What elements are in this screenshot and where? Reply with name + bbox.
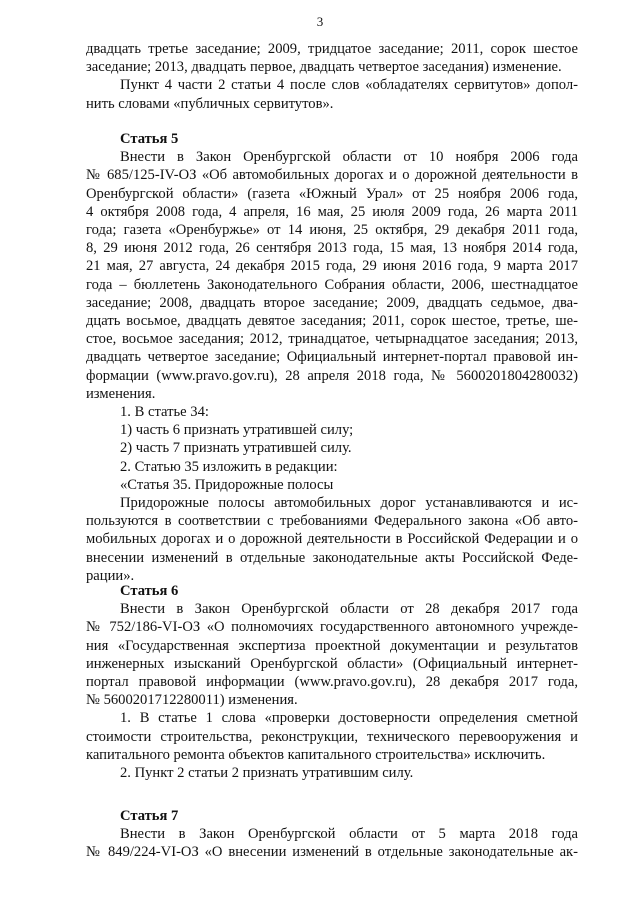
text-line: капитального ремонта объектов капитального строительства» исключить.	[86, 746, 546, 763]
text-line: стоимости строительства, реконструкции, технического перевооружения и	[86, 728, 578, 745]
text-line: 21 мая, 27 августа, 24 декабря 2015 года, 29 июня 2016 года, 9 марта 2017	[86, 258, 578, 275]
text-line: Внести в Закон Оренбургской области от 10 ноября 2006 года	[120, 149, 578, 166]
list-item: 1) часть 6 признать утратившей силу;	[120, 422, 354, 439]
list-item: 2. Статью 35 изложить в редакции:	[120, 458, 338, 475]
article-7	[86, 807, 578, 862]
text-line: мобильных дорогах и о дорожной деятельности в Российской Федерации и о	[86, 531, 578, 548]
top-block	[86, 40, 578, 113]
text-line: Внести в Закон Оренбургской области от 28 декабря 2017 года	[120, 601, 578, 618]
text-line: № 849/224-VI-ОЗ «О внесении изменений в отдельные законодательные ак-	[86, 844, 578, 861]
text-line: Внести в Закон Оренбургской области от 5 марта 2018 года	[120, 826, 578, 843]
text-line: пользуются в соответствии с требованиями Федерального закона «Об авто-	[86, 513, 578, 530]
text-line: заседание; 2008, двадцать второе заседание; 2009, двадцать седьмое, два-	[86, 294, 578, 311]
text-line: № 5600201712280011) изменения.	[86, 692, 298, 709]
text-line: дцать восьмое, двадцать девятое заседания; 2011, сорок шестое, третье, ше-	[86, 313, 578, 330]
text-line: портал правовой информации (www.pravo.gov.ru), 28 декабря 2017 года,	[86, 674, 578, 691]
text-line: нить словами «публичных сервитутов».	[86, 95, 334, 112]
article-5	[86, 130, 578, 585]
text-line: рации».	[86, 567, 135, 584]
list-item: 1. В статье 34:	[120, 404, 209, 421]
article-6	[86, 582, 578, 782]
text-line: стое, восьмое заседания; 2012, тринадцатое, четырнадцатое заседания; 2013,	[86, 331, 578, 348]
page-number: 3	[316, 14, 324, 29]
text-line: изменения.	[86, 385, 156, 402]
text-line: 1. В статье 1 слова «проверки достоверности определения сметной	[120, 710, 578, 727]
text-line: Пункт 4 части 2 статьи 4 после слов «обладателях сервитутов» допол-	[120, 77, 578, 94]
quote-title: «Статья 35. Придорожные полосы	[120, 476, 334, 493]
text-line: года – бюллетень Законодательного Собрания области, 2006, шестнадцатое	[86, 276, 578, 293]
text-line: 4 октября 2008 года, 4 апреля, 16 мая, 25 июля 2009 года, 26 марта 2011	[86, 203, 578, 220]
text-line: формации (www.pravo.gov.ru), 28 апреля 2018 года, № 5600201804280032)	[86, 367, 578, 384]
text-line: инженерных изысканий Оренбургской области» (Официальный интернет-	[86, 655, 578, 672]
text-line: Оренбургской области» (газета «Южный Урал» от 25 ноября 2006 года,	[86, 185, 578, 202]
text-line: 8, 29 июня 2012 года, 26 сентября 2013 года, 15 мая, 13 ноября 2014 года,	[86, 240, 578, 257]
article-heading: Статья 5	[120, 131, 179, 147]
text-line: № 685/125-IV-ОЗ «Об автомобильных дорогах и о дорожной деятельности в	[86, 167, 578, 184]
article-heading: Статья 7	[120, 808, 179, 824]
text-line: заседание; 2013, двадцать первое, двадцать четвертое заседания) изменение.	[86, 59, 562, 76]
article-heading: Статья 6	[120, 583, 179, 599]
text-line: внесении изменений в отдельные законодательные акты Российской Феде-	[86, 549, 578, 566]
text-line: года; газета «Оренбуржье» от 14 июня, 25 октября, 29 декабря 2011 года,	[86, 222, 578, 239]
text-line: № 752/186-VI-ОЗ «О полномочиях государственного автономного учрежде-	[86, 619, 578, 636]
text-line: ния «Государственная экспертиза проектной документации и результатов	[86, 637, 578, 654]
text-line: Придорожные полосы автомобильных дорог устанавливаются и ис-	[120, 495, 578, 512]
text-line: двадцать третье заседание; 2009, тридцатое заседание; 2011, сорок шестое	[86, 41, 578, 57]
list-item: 2. Пункт 2 статьи 2 признать утратившим силу.	[120, 765, 414, 782]
list-item: 2) часть 7 признать утратившей силу.	[120, 440, 352, 457]
text-line: двадцать четвертое заседание; Официальный интернет-портал правовой ин-	[86, 349, 578, 366]
